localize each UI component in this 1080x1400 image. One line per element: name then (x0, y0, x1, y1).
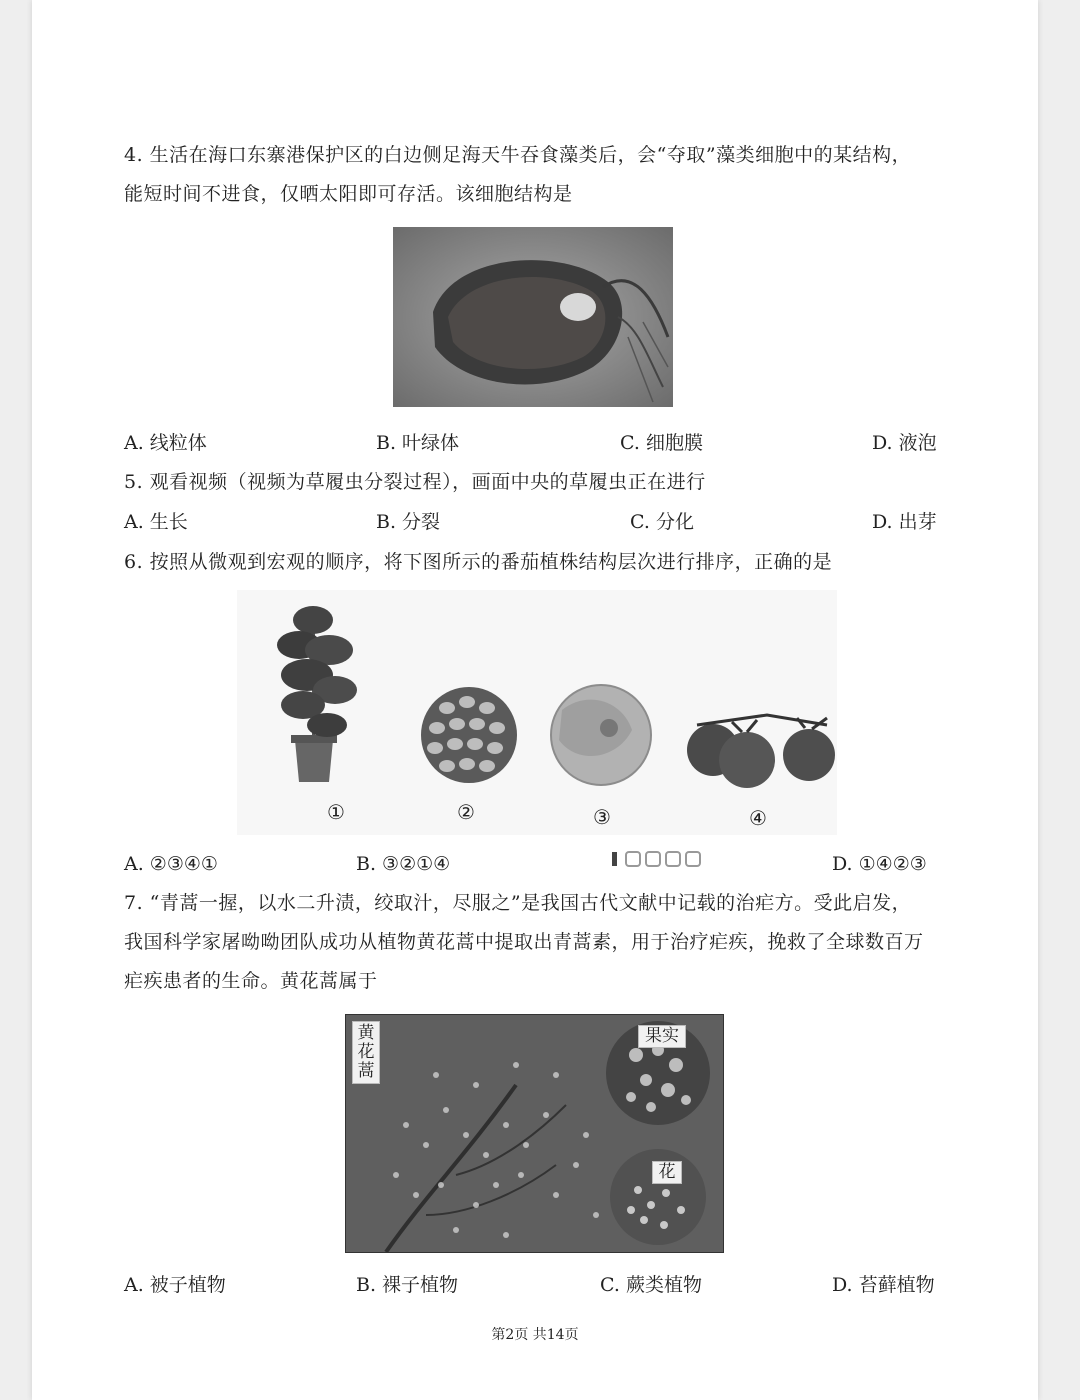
q6-option-d: D. ①④②③ (832, 853, 927, 875)
q7-stem-line3: 疟疾患者的生命。黄花蒿属于 (124, 970, 378, 992)
flower-label: 花 (652, 1161, 682, 1184)
q5-stem: 5. 观看视频（视频为草履虫分裂过程），画面中央的草履虫正在进行 (124, 471, 706, 493)
q4-option-a: A. 线粒体 (124, 432, 207, 454)
sweet-wormwood-photo (345, 1014, 724, 1253)
figure-label-1: ① (327, 800, 345, 824)
tomato-fruit-image (687, 715, 835, 788)
q5-option-a: A. 生长 (124, 511, 188, 533)
sea-slug-photo (393, 227, 673, 407)
q6-stem: 6. 按照从微观到宏观的顺序，将下图所示的番茄植株结构层次进行排序，正确的是 (124, 551, 833, 573)
q7-option-c: C. 蕨类植物 (600, 1274, 702, 1296)
q6-option-a: A. ②③④① (124, 853, 218, 875)
figure-label-3: ③ (593, 805, 611, 829)
q7-option-b: B. 裸子植物 (356, 1274, 459, 1296)
q5-option-c: C. 分化 (630, 511, 694, 533)
q7-option-a: A. 被子植物 (124, 1274, 226, 1296)
q7-option-d: D. 苔藓植物 (832, 1274, 935, 1296)
figure-label-4: ④ (749, 806, 767, 830)
tomato-plant-image (277, 606, 357, 782)
plant-name-label: 黄花蒿 (352, 1021, 380, 1084)
q5-option-d: D. 出芽 (872, 511, 937, 533)
q7-stem-line1: 7. “青蒿一握，以水二升渍，绞取汁，尽服之”是我国古代文献中记载的治疟方。受此启发， (124, 892, 912, 914)
cell-circle-image (551, 685, 651, 785)
q4-stem-line1: 4. 生活在海口东寨港保护区的白边侧足海天牛吞食藻类后，会“夺取”藻类细胞中的某结构， (124, 144, 912, 166)
q6-option-b: B. ③②①④ (356, 853, 451, 875)
exam-page (32, 0, 1038, 1400)
q4-option-d: D. 液泡 (872, 432, 937, 454)
page-footer: 第2页 共14页 (491, 1327, 579, 1343)
figure-label-2: ② (457, 800, 475, 824)
q4-option-b: B. 叶绿体 (376, 432, 460, 454)
fruit-label: 果实 (638, 1025, 686, 1048)
tomato-structure-figure (237, 590, 837, 835)
q4-stem-line2: 能短时间不进食，仅晒太阳即可存活。该细胞结构是 (124, 183, 573, 205)
option-c-obscured-mark (610, 848, 714, 870)
q4-option-c: C. 细胞膜 (620, 432, 703, 454)
q5-option-b: B. 分裂 (376, 511, 441, 533)
tissue-circle-image (421, 687, 517, 783)
q7-stem-line2: 我国科学家屠呦呦团队成功从植物黄花蒿中提取出青蒿素，用于治疗疟疾，挽救了全球数百万 (124, 931, 924, 953)
